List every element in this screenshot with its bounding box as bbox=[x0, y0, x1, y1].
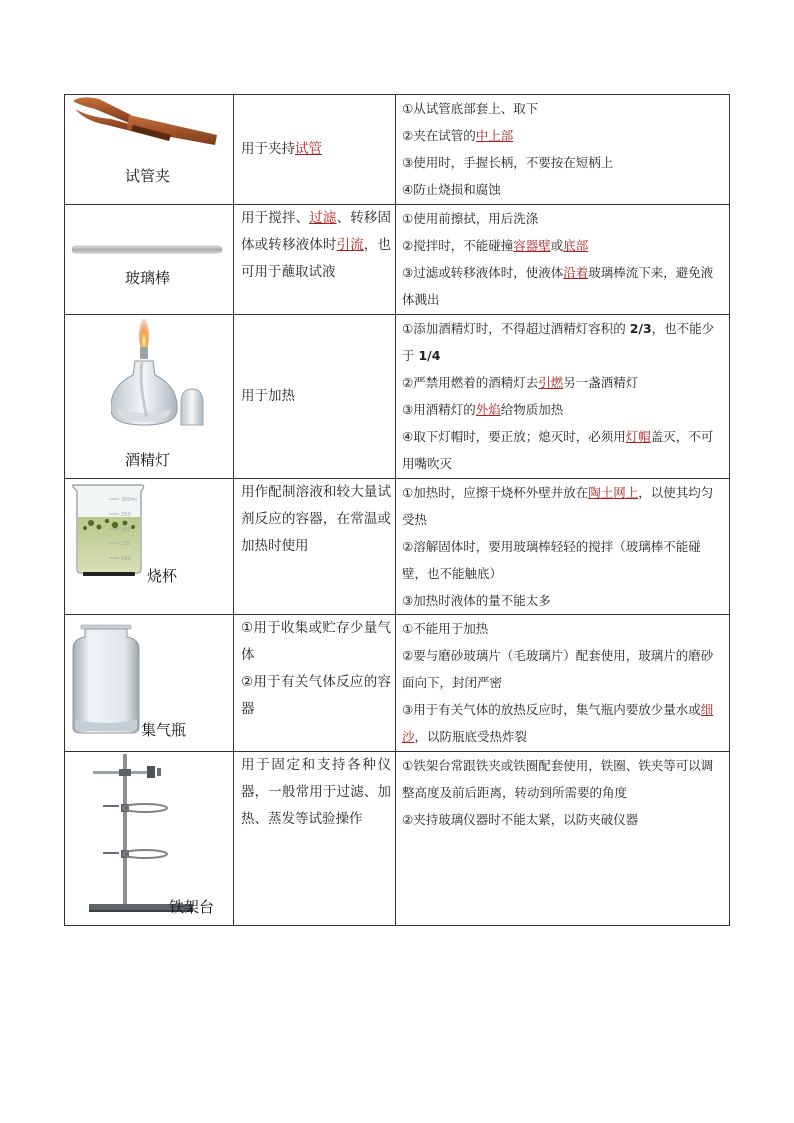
instrument-cell bbox=[65, 315, 234, 479]
glass-rod-image bbox=[71, 243, 223, 257]
note-line bbox=[402, 806, 723, 833]
text-run: 给物质加热 bbox=[500, 402, 564, 417]
usage-cell bbox=[234, 752, 396, 926]
table-row bbox=[65, 752, 730, 926]
instrument-name: 试管夹 bbox=[125, 167, 171, 185]
highlighted-term: 容器壁 bbox=[513, 238, 551, 253]
note-line bbox=[402, 149, 723, 176]
text-run: ，以防瓶底受热炸裂 bbox=[414, 729, 528, 744]
note-line bbox=[402, 642, 723, 696]
usage-cell bbox=[234, 479, 396, 615]
highlighted-term: 细沙 bbox=[402, 702, 714, 744]
instrument-cell bbox=[65, 95, 234, 205]
text-run: ③过滤或转移液体时，使液体 bbox=[402, 265, 564, 280]
text-run: 玻璃棒流下来，避免液体溅出 bbox=[402, 265, 714, 307]
text-run: 用于搅拌、 bbox=[241, 210, 310, 226]
highlighted-term: 中上部 bbox=[475, 128, 514, 143]
notes-cell bbox=[396, 95, 730, 205]
note-line bbox=[402, 205, 723, 232]
highlighted-term: 灯帽 bbox=[625, 429, 651, 444]
beaker-mark: 250 bbox=[121, 512, 131, 518]
beaker-image bbox=[71, 481, 151, 577]
text-run: ，也可用于蘸取试液 bbox=[241, 237, 392, 280]
highlighted-term: 底部 bbox=[563, 238, 589, 253]
text-run: ②要与磨砂玻璃片（毛玻璃片）配套使用，玻璃片的磨砂面向下，封闭严密 bbox=[402, 648, 714, 690]
alcohol-lamp-image bbox=[111, 317, 211, 437]
text-run: 、转移固体或转移液体时 bbox=[241, 210, 392, 253]
text-run: 1/4 bbox=[418, 348, 441, 363]
text-run: ，以使其均匀受热 bbox=[402, 485, 714, 527]
highlighted-term: 沿着 bbox=[563, 265, 589, 280]
text-run: ④防止烧损和腐蚀 bbox=[402, 182, 501, 197]
note-line bbox=[402, 479, 723, 533]
highlighted-term: 引燃 bbox=[538, 375, 564, 390]
text-run: ③使用时，手握长柄，不要按在短柄上 bbox=[402, 155, 614, 170]
text-run: ③用酒精灯的 bbox=[402, 402, 476, 417]
instrument-name: 铁架台 bbox=[169, 898, 215, 916]
text-run: 用于加热 bbox=[241, 388, 295, 404]
instrument-name: 集气瓶 bbox=[141, 721, 187, 739]
note-line bbox=[402, 587, 723, 614]
table-row bbox=[65, 479, 730, 615]
instrument-name: 烧杯 bbox=[147, 567, 178, 585]
text-run: 用于固定和支持各种仪器，一般常用于过滤、加热、蒸发等试验操作 bbox=[241, 757, 391, 827]
text-run: ①使用前擦拭，用后洗涤 bbox=[402, 211, 539, 226]
usage-cell bbox=[234, 615, 396, 752]
text-run: ①从试管底部套上、取下 bbox=[402, 101, 539, 116]
usage-cell bbox=[234, 95, 396, 205]
instrument-cell bbox=[65, 479, 234, 615]
table-row bbox=[65, 95, 730, 205]
note-line bbox=[402, 396, 723, 423]
text-run: ③加热时液体的量不能太多 bbox=[402, 593, 551, 608]
instrument-cell bbox=[65, 615, 234, 752]
notes-cell bbox=[396, 752, 730, 926]
text-run: ②用于有关气体反应的容器 bbox=[241, 674, 391, 717]
note-line bbox=[402, 369, 723, 396]
beaker-mark: 300ml bbox=[121, 497, 137, 503]
instrument-cell bbox=[65, 752, 234, 926]
notes-cell bbox=[396, 315, 730, 479]
text-run: 盖灭，不可用嘴吹灭 bbox=[402, 429, 714, 471]
iron-stand-image bbox=[85, 754, 235, 914]
text-run: ，也不能少于 bbox=[402, 321, 715, 363]
note-line bbox=[402, 423, 723, 477]
highlighted-term: 引流 bbox=[336, 237, 364, 253]
text-run: ②溶解固体时，要用玻璃棒轻轻的搅拌（玻璃棒不能碰壁，也不能触底） bbox=[402, 539, 701, 581]
beaker-mark: 200 bbox=[121, 527, 131, 533]
note-line bbox=[402, 752, 723, 806]
text-run: ②严禁用燃着的酒精灯去 bbox=[402, 375, 539, 390]
note-line bbox=[402, 533, 723, 587]
text-run: 或 bbox=[550, 238, 564, 253]
notes-cell bbox=[396, 205, 730, 315]
note-line bbox=[402, 259, 723, 313]
note-line bbox=[402, 615, 723, 642]
note-line bbox=[402, 696, 723, 750]
text-run: 用作配制溶液和较大量试剂反应的容器，在常温或加热时使用 bbox=[241, 484, 391, 554]
text-run: ②夹在试管的 bbox=[402, 128, 476, 143]
text-run: ④取下灯帽时，要正放；熄灭时，必须用 bbox=[402, 429, 626, 444]
note-line bbox=[402, 315, 723, 369]
highlighted-term: 外焰 bbox=[475, 402, 501, 417]
note-line bbox=[402, 232, 723, 259]
text-run: 2/3 bbox=[629, 321, 652, 336]
text-run: ①加热时，应擦干烧杯外壁并放在 bbox=[402, 485, 589, 500]
notes-cell bbox=[396, 615, 730, 752]
usage-cell bbox=[234, 315, 396, 479]
instrument-table bbox=[64, 94, 730, 926]
instrument-cell bbox=[65, 205, 234, 315]
notes-cell bbox=[396, 479, 730, 615]
table-row bbox=[65, 205, 730, 315]
text-run: ①用于收集或贮存少量气体 bbox=[241, 620, 391, 663]
text-run: ②夹持玻璃仪器时不能太紧，以防夹破仪器 bbox=[402, 812, 639, 827]
text-run: ①不能用于加热 bbox=[402, 621, 489, 636]
test-tube-holder-image bbox=[71, 95, 221, 155]
note-line bbox=[402, 95, 723, 122]
instrument-name: 酒精灯 bbox=[125, 451, 171, 469]
text-run: ③用于有关气体的放热反应时，集气瓶内要放少量水或 bbox=[402, 702, 701, 717]
note-line bbox=[402, 176, 723, 203]
highlighted-term: 试管 bbox=[295, 141, 322, 157]
text-run: ①添加酒精灯时，不得超过酒精灯容积的 bbox=[402, 321, 630, 336]
text-run: ②搅拌时，不能碰撞 bbox=[402, 238, 514, 253]
beaker-mark: 150 bbox=[121, 541, 131, 547]
beaker-mark: 100 bbox=[121, 556, 131, 562]
usage-cell bbox=[234, 205, 396, 315]
text-run: 另一盏酒精灯 bbox=[563, 375, 639, 390]
text-run: 用于夹持 bbox=[241, 141, 295, 157]
table-row bbox=[65, 315, 730, 479]
note-line bbox=[402, 122, 723, 149]
table-row bbox=[65, 615, 730, 752]
highlighted-term: 过滤 bbox=[309, 210, 337, 226]
instrument-name: 玻璃棒 bbox=[125, 269, 171, 287]
text-run: ①铁架台常跟铁夹或铁圈配套使用，铁圈、铁夹等可以调整高度及前后距离，转动到所需要的角度 bbox=[402, 758, 714, 800]
highlighted-term: 陶土网上 bbox=[588, 485, 639, 500]
gas-jar-image bbox=[71, 623, 141, 735]
